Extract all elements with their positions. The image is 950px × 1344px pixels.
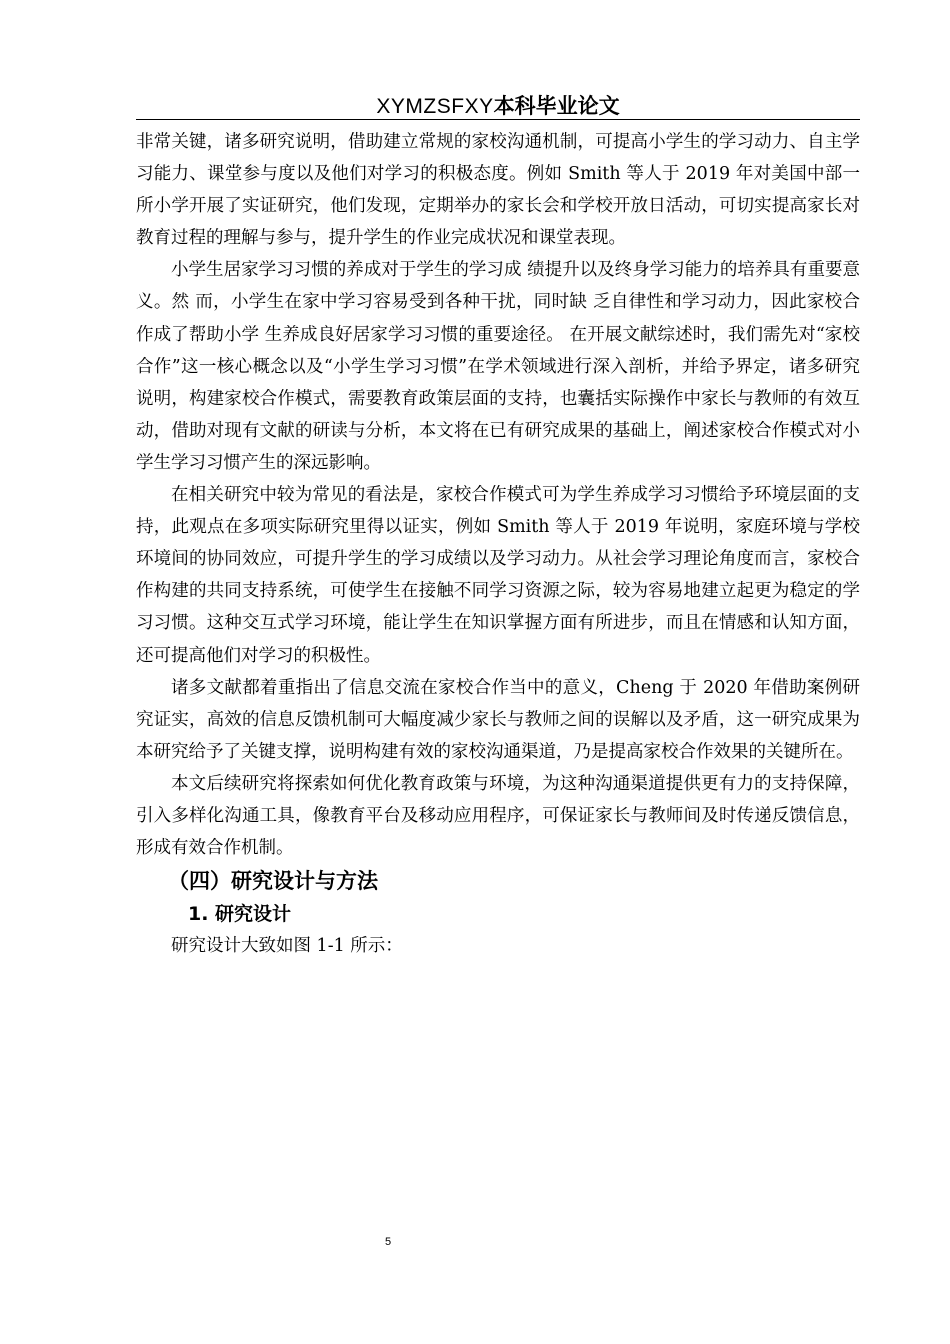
figure-intro: 研究设计大致如图 1-1 所示： [171,936,403,957]
page-number: 5 [384,1236,392,1248]
paragraph: 诸多文献都着重指出了信息交流在家校合作当中的意义，Cheng 于 2020 年借助案例研究证实，高效的信息反馈机制可大幅度减少家长与教师之间的误解以及矛盾，这一研究成果为本研究给予了关键支撑，说明构建有效的家校沟通渠道，乃是提高家校合作效果的关键所在。 [136,677,860,762]
header-rule [136,119,860,120]
paragraph: 小学生居家学习习惯的养成对于学生的学习成 绩提升以及终身学习能力的培养具有重要意义。然 而，小学生在家中学习容易受到各种干扰，同时缺 乏自律性和学习动力，因此家校合作成了帮助小学 生养成良好居家学习习惯的重要途径。 在开展文献综述时，我们需先对“家校合作”这一核心概念以及“小学生学习习惯”在学术领域进行深入剖析，并给予界定，诸多研究说明，构建家校合作模式，需要教育政策层面的支持，也囊括实际操作中家长与教师的有效互动，借助对现有文献的研读与分析，本文将在已有研究成果的基础上，阐述家校合作模式对小学生学习习惯产生的深远影响。 [136,260,860,473]
header-code: XYMZSFXY [376,95,494,118]
header-title: 本科毕业论文 [493,94,620,118]
section-heading: （四）研究设计与方法 [168,869,378,894]
document-body [136,126,860,962]
paragraph: 本文后续研究将探索如何优化教育政策与环境，为这种沟通渠道提供更有力的支持保障，引入多样化沟通工具，像教育平台及移动应用程序，可保证家长与教师间及时传递反馈信息，形成有效合作机制。 [136,773,860,859]
subsection-heading: 1. 研究设计 [188,903,292,926]
paragraph-continued: 非常关键，诸多研究说明，借助建立常规的家校沟通机制，可提高小学生的学习动力、自主学习能力、课堂参与度以及他们对学习的积极态度。例如 Smith 等人于 2019 年对美国中部一所小学开展了实证研究，他们发现，定期举办的家长会和学校开放日活动，可切实提高家长对教育过程的理解与参与，提升学生的作业完成状况和课堂表现。 [136,132,860,249]
paragraph: 在相关研究中较为常见的看法是，家校合作模式可为学生养成学习习惯给予环境层面的支持，此观点在多项实际研究里得以证实，例如 Smith 等人于 2019 年说明，家庭环境与学校环境间的协同效应，可提升学生的学习成绩以及学习动力。从社会学习理论角度而言，家校合作构建的共同支持系统，可使学生在接触不同学习资源之际，较为容易地建立起更为稳定的学习习惯。这种交互式学习环境，能让学生在知识掌握方面有所进步，而且在情感和认知方面，还可提高他们对学习的积极性。 [136,485,860,666]
page-header [136,92,860,121]
